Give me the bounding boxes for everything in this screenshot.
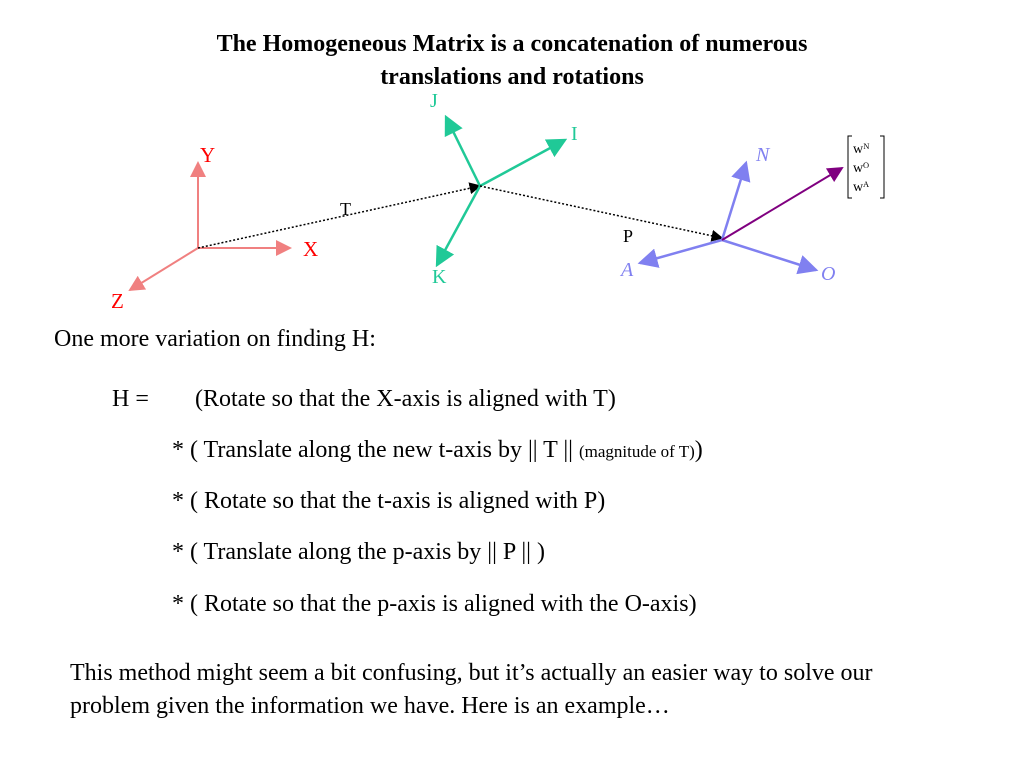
t-vector (198, 186, 480, 248)
tool-o-axis (722, 240, 816, 270)
t-label: T (340, 199, 351, 219)
intermediate-i-axis (480, 140, 565, 186)
outro-paragraph: This method might seem a bit confusing, but it’s actually an easier way to solve our problem given the information we have. Here is an example… (70, 660, 873, 719)
intermediate-k-label: K (432, 266, 447, 288)
intermediate-frame (430, 90, 578, 288)
step-2 (172, 437, 703, 464)
tool-frame (619, 144, 842, 285)
intermediate-k-axis (437, 186, 480, 265)
tool-a-label: A (621, 259, 634, 281)
step-2-main: * ( Translate along the new t-axis by || T || (172, 437, 573, 463)
title-line-1: The Homogeneous Matrix is a concatenation of numerous (216, 31, 808, 57)
intermediate-i-label: I (571, 123, 578, 145)
w-matrix (848, 136, 884, 198)
h-label: H = (112, 386, 149, 412)
world-z-label: Z (111, 289, 124, 313)
intro-text: One more variation on finding H: (54, 326, 376, 352)
step-3: * ( Rotate so that the t-axis is aligned with P) (172, 488, 606, 514)
world-x-label: X (303, 237, 319, 261)
frame-diagram (0, 0, 1024, 330)
p-label: P (623, 226, 634, 246)
step-2-note: (magnitude of T) (578, 442, 695, 461)
matrix-right-bracket (880, 136, 884, 198)
p-vector (480, 186, 722, 238)
matrix-row-n: wᴺ (853, 142, 870, 157)
tool-a-axis (640, 240, 722, 263)
step-5: * ( Rotate so that the p-axis is aligned with the O-axis) (172, 591, 697, 617)
world-frame (111, 143, 318, 313)
tool-o-label: O (821, 263, 836, 285)
world-y-label: Y (200, 143, 216, 167)
title-line-2: translations and rotations (380, 64, 644, 90)
step-4: * ( Translate along the p-axis by || P || ) (172, 539, 545, 565)
matrix-row-a: wᴬ (853, 180, 870, 195)
step-2-end: ) (694, 437, 703, 463)
intermediate-j-axis (446, 117, 480, 186)
tool-n-label: N (756, 144, 770, 166)
intermediate-j-label: J (430, 90, 438, 112)
step-1: (Rotate so that the X-axis is aligned with T) (195, 386, 616, 412)
matrix-left-bracket (848, 136, 852, 198)
matrix-row-o: wᴼ (853, 161, 869, 176)
world-z-axis (130, 248, 198, 290)
